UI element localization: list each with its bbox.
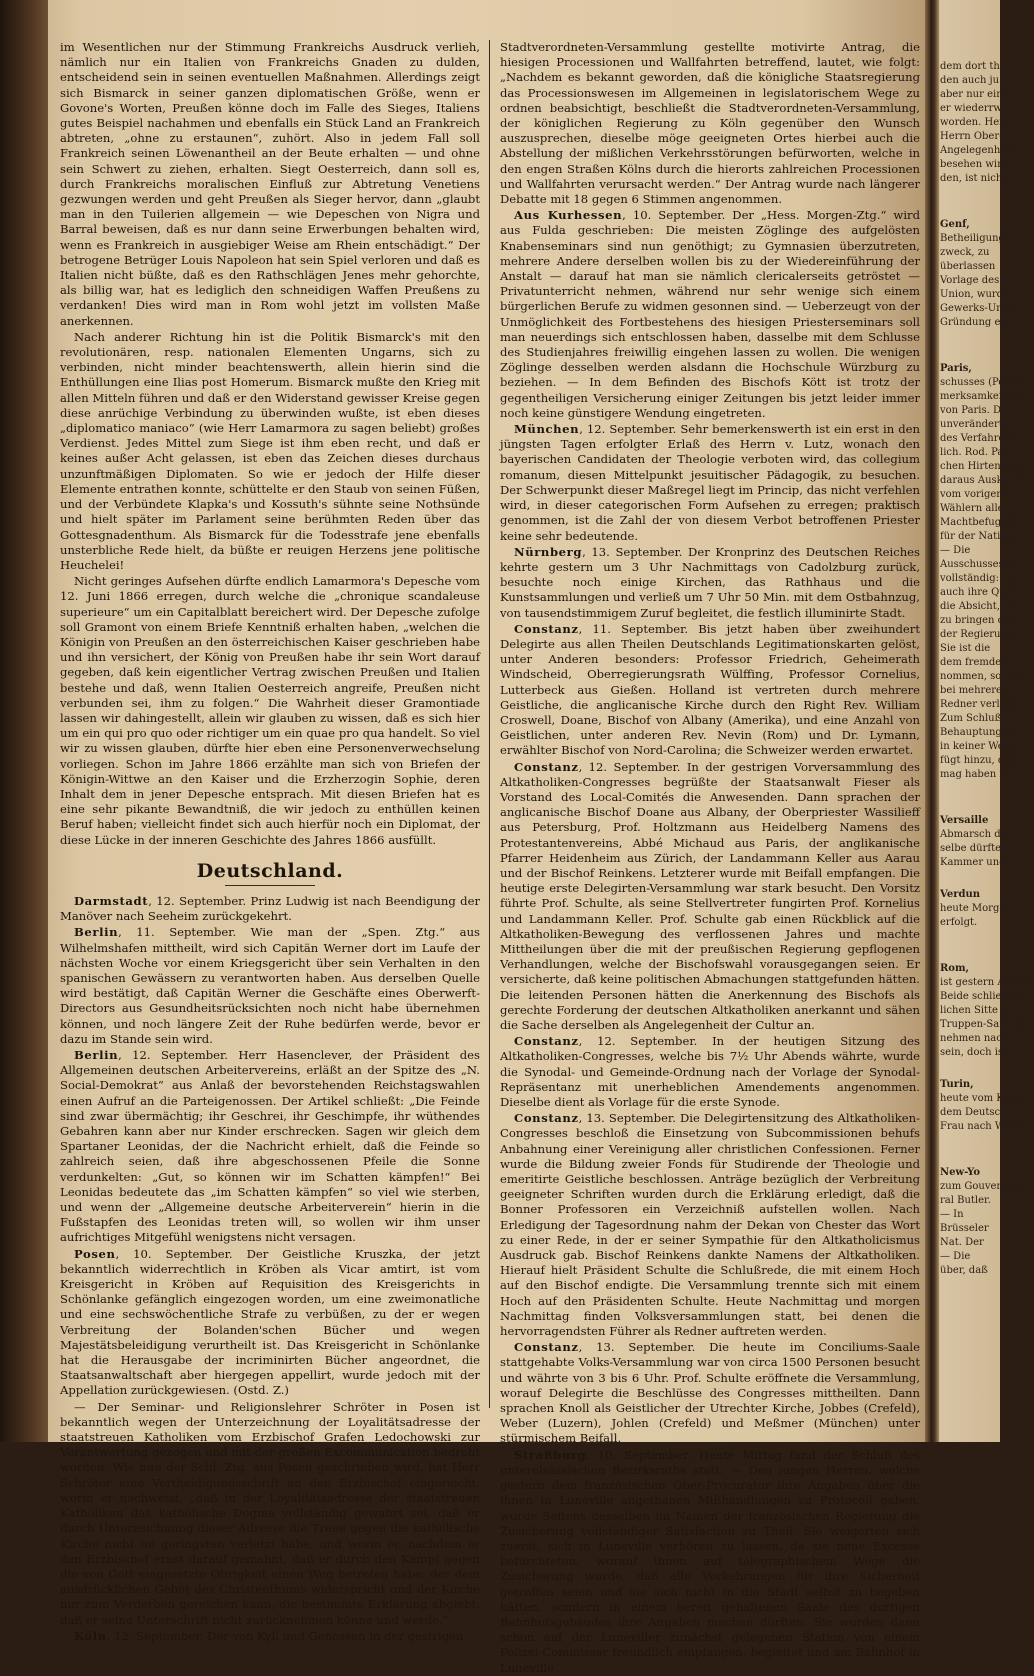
- edge-fragment-line: überlassen: [940, 261, 996, 272]
- adjacent-page-fragments: [940, 60, 1034, 1410]
- edge-fragment-line: Truppen-Sammlun: [940, 1019, 1034, 1030]
- edge-fragment-line: er wiederrw: [940, 103, 1002, 114]
- news-item: [500, 208, 920, 421]
- news-item: [500, 545, 920, 621]
- news-place: Constanz: [514, 1111, 579, 1126]
- edge-fragment-line: in keiner Weise: [940, 741, 1018, 752]
- news-text: , 12. September. In der heutigen Sitzung des Altkatholiken-Congresses, welche bis 7½ Uhr Abends währte, wurde die Synodal- und Gemeinde-Ordnung nach der Vorlage der Synodal-Repräsentanz mit unerheblichen Amendements angenommen. Dieselbe dient als Vorlage für die erste Synode.: [500, 1034, 920, 1110]
- section-title: Deutschland.: [196, 859, 344, 882]
- edge-fragment-line: [940, 930, 998, 944]
- edge-fragment-line: Vorlage des: [940, 275, 1000, 286]
- edge-fragment-line: auch ihre Quell: [940, 587, 1019, 598]
- edge-fragment-line: worden. Herr: [940, 117, 1009, 128]
- book-binding-edge: [0, 0, 48, 1442]
- news-text: , 10. September. Der „Hess. Morgen-Ztg.“ wird aus Fulda geschrieben: Die meisten Zöglinge des aufgelösten Knabenseminars sind nun genöthigt; zu Gymnasien überzutreten, mehrere Andere derselben wollen bis zu der Wiedereinführung der Anstalt — darauf hat man sie nämlich clericalerseits getröstet — Privatunterricht nehmen, während nur sehr wenige sich einem bürgerlichen Berufe zu widmen gesonnen sind. — Ueberzeugt von der Unmöglichkeit des Fortbestehens des hiesigen Priesterseminars soll man neuerdings sich entschlossen haben, dasselbe mit dem Schlusse des Studienjahres freiwillig eingehen lassen zu wollen. Die wenigen Zöglinge desselben werden alsdann die Hochschule Würzburg zu beziehen. — In dem Befinden des Bischofs Kött ist trotz der gegentheiligen Versicherung einiger Zeitungen bis jetzt leider immer noch keine günstigere Wendung eingetreten.: [500, 208, 920, 420]
- edge-fragment-line: Behauptungen: [940, 727, 1015, 738]
- edge-fragment-line: Sie ist die: [940, 643, 991, 654]
- news-item: [500, 622, 920, 759]
- edge-fragment-line: den, ist nicht: [940, 173, 1007, 184]
- column-divider: [489, 40, 490, 1408]
- edge-fragment-line: über, daß: [940, 1265, 988, 1276]
- news-place: Constanz: [514, 621, 579, 636]
- edge-fragment-line: Turin,: [940, 1079, 974, 1090]
- news-item: [500, 1034, 920, 1110]
- edge-fragment-line: Beide schließen: [940, 991, 1021, 1002]
- news-text: , 12. September. Der von Kyll und Genossen in der gestrigen: [106, 1628, 464, 1643]
- news-text: , 12. September. Sehr bemerkenswerth ist ein erst in den jüngsten Tagen erfolgter Erlaß des Herrn v. Lutz, wonach den bayerischen Candidaten der Theologie verboten wird, das collegium romanum, diesen Mittelpunkt jesuitischer Pädagogik, zu besuchen. Der Schwerpunkt dieser Maßregel liegt im Princip, das nicht verfehlen wird, in dieser categorischen Form Aufsehen zu erregen; praktisch genommen, ist die Zahl der von diesem Verbot betroffenen Priester keine sehr bedeutende.: [500, 422, 920, 543]
- edge-fragment-line: selbe dürfte: [940, 843, 1002, 854]
- news-text: , 13. September. Der Kronprinz des Deutschen Reiches kehrte gestern um 3 Uhr Nachmittags von Cadolzburg zurück, besuchte noch einige Kirchen, das Rathhaus und die Kunstsammlungen und verließ um 7 Uhr 50 Min. mit dem Ostbahnzug, von tausendstimmigem Zuruf begleitet, die festlich illuminirte Stadt.: [500, 544, 920, 620]
- news-text: , 12. September. In der gestrigen Vorversammlung des Altkatholiken-Congresses begrüßte der Staatsanwalt Fieser als Vorstand des Local-Comités die Anwesenden. Dann sprachen der anglicanische Bischof Doane aus Albany, der Oberpriester Wassilieff aus Petersburg, Prof. Holtzmann aus Heidelberg Namens des Protestantenvereins, Abbé Michaud aus Paris, der anglikanische Pfarrer Heidenheim aus Zürich, der Landammann Keller aus Aarau und der Bischof Reinkens. Letzterer wurde mit Beifall empfangen. Die heutige erste Delegirten-Versammlung war stark besucht. Den Vorsitz führte Prof. Schulte, als seine Stellvertreter fungirten Prof. Kornelius und Landammann Keller. Prof. Schulte gab einen Rückblick auf die Altkatholiken-Bewegung des verflossenen Jahres und machte Mittheilungen über die mit der preußischen Regierung gepflogenen Verhandlungen, welche der Bischofswahl vorausgegangen seien. Er versicherte, daß keine politischen Abmachungen stattgefunden hätten. Die leitenden Personen hätten die Anerkennung des Bischofs als gerechte Forderung der deutschen Altkatholiken anerkannt und sähen die Sache derselben als Angelegenheit der Cultur an.: [500, 759, 920, 1032]
- edge-fragment-line: den auch ju: [940, 75, 1000, 86]
- edge-fragment-line: Union, wurde: [940, 289, 1009, 300]
- edge-fragment-line: von Paris. D: [940, 405, 1002, 416]
- edge-fragment-line: dem Deutschen: [940, 1107, 1019, 1118]
- edge-fragment-line: zum Gouverneur: [940, 1181, 1025, 1192]
- news-text: , 10. September. Der Geistliche Kruszka, der jetzt bekanntlich widerrechtlich in Kröben als Vicar amtirt, ist vom Kreisgericht in Kröben auf Requisition des Kreisgerichts in Schönlanke gefänglich eingezogen worden, um eine zweimonatliche und eine sechswöchentliche Strafe zu verbüßen, zu der er wegen Verbreitung der Bolanden'schen Bücher und wegen Majestätsbeleidigung verurtheilt ist. Das Kreisgericht in Schönlanke hat die Herausgabe der incriminirten Bücher angeordnet, die Staatsanwaltschaft aber hiergegen appellirt, wurde jedoch mit der Appellation zurückgewiesen. (Ostd. Z.): [60, 1246, 480, 1398]
- news-text: , 12. September. Herr Hasenclever, der Präsident des Allgemeinen deutschen Arbeitervereins, erläßt an der Spitze des „N. Social-Demokrat“ aus Anlaß der bevorstehenden Reichstagswahlen einen Aufruf an die Parteigenossen. Der Artikel schließt: „Die Feinde sind zwar übermächtig; ihr Geschrei, ihr Geschimpfe, ihr wüthendes Gebahren kann aber nur Kinder erschrecken. Sagen wir gleich dem Spartaner Leonidas, der die Nachricht erhielt, daß die Feinde so zahlreich seien, daß ihre abgeschossenen Pfeile die Sonne verdunkelten: „Gut, so können wir im Schatten kämpfen!“ Bei Leonidas bedeutete das „im Schatten kämpfen“ so viel wie sterben, und wenn der „Allgemeine deutsche Arbeiterverein“ hierin in die Fußstapfen des Leonidas treten will, so wollen wir ihm unser aufrichtiges Mitgefühl wenigstens nicht versagen.: [60, 1048, 480, 1245]
- news-text: , 13. September. Die heute im Conciliums-Saale stattgehabte Volks-Versammlung war von circa 1500 Personen besucht und währte von 3 bis 6 Uhr. Prof. Schulte eröffnete die Versammlung, worauf Delegirte die Beschlüsse des Congresses mittheilten. Dann sprachen Knoll als Geistlicher der Utrechter Kirche, Jobbes (Crefeld), Weber (Luzern), Johlen (Crefeld) und Meßmer (München) unter stürmischem Beifall.: [500, 1340, 920, 1446]
- page-gutter: [925, 0, 939, 1442]
- article-paragraph: Nach anderer Richtung hin ist die Politik Bismarck's mit den revolutionären, resp. nationalen Elementen Ungarns, sich zu verbinden, nicht minder beachtenswerth, allein hierin sind die Enthüllungen eine Ilias post Homerum. Bismarck mußte den Krieg mit allen Mitteln führen und daß er den Widerstand gewisser Kreise gegen diese anrüchige Verbindung zu überwinden wußte, ist eben dieses „diplomatico maniaco“ (wie Herr Lamarmora zu sagen beliebt) großes Verdienst. Jedes Mittel zum Siege ist ihm eben recht, und daß er keines außer Acht gelassen, ist eben das Zeichen dieses durchaus unzunftmäßigen Diplomaten. So wie er jedoch der Hilfe dieser Elemente entrathen konnte, schüttelte er den Staub von seinen Füßen, und der Verbündete Klapka's und Kossuth's sühnte seine Nothsünde und hielt später im Parlament seine berühmten Reden über das Gottesgnadenthum. Als Bismarck für die Todesstrafe jene ebenfalls unsterbliche Rede hielt, da büßte er reuigen Herzens jene politische Heuchelei!: [60, 329, 480, 572]
- edge-fragment-line: aber nur eine: [940, 89, 1009, 100]
- news-place: Berlin: [74, 1048, 119, 1062]
- news-item: [500, 760, 920, 1034]
- news-place: Nürnberg: [514, 544, 583, 559]
- edge-fragment-line: erfolgt.: [940, 917, 978, 928]
- edge-fragment-line: ral Butler.: [940, 1195, 991, 1206]
- news-place: Berlin: [74, 925, 119, 940]
- edge-fragment-line: Angelegenheit: [940, 145, 1014, 156]
- edge-fragment-line: — In: [940, 1209, 964, 1220]
- edge-fragment-line: vollständig: Die: [940, 573, 1020, 584]
- edge-fragment-line: Herrn Ober-: [940, 131, 1003, 142]
- edge-fragment-line: Zum Schluß: [940, 713, 1002, 724]
- article-paragraph: Nicht geringes Aufsehen dürfte endlich Lamarmora's Depesche vom 12. Juni 1866 erregen, durch welche die „chronique scandaleuse superieure“ um ein Capitalblatt bereichert wird. Der Depesche zufolge soll Gramont von einem Briefe Kenntniß erhalten haben, „welchen die Königin von Preußen an den österreichischen Kaiser geschrieben habe und ihn versichert, der König von Preußen habe ihr sein Wort darauf gegeben, daß kein eigentlicher Vertrag zwischen Preußen und Italien bestehe und daß, wenn Italien Oesterreich angreife, Preußen nicht verbunden sei, ihm zu folgen.“ Die Wahrheit dieser Gramontiade lassen wir dahingestellt, allein wir glauben zu wissen, daß es sich hier um ein qui pro quo oder richtiger um ein quae pro qua handelt. So viel wir zu wissen glauben, dürfte hier eben eine Personenverwechselung vorliegen. Schon im Jahre 1866 erzählte man sich von Briefen der Königin-Wittwe an den Kaiser und die Erzherzogin Sophie, deren Inhalt dem in jener Depesche entsprach. Mit diesen Briefen hat es eine sehr pikante Bewandtniß, die wir jedoch zu enthüllen keinen Beruf haben; vielleicht findet sich auch hierfür noch ein Diplomat, der diese Lücke in der inneren Geschichte des Jahres 1866 ausfüllt.: [60, 574, 480, 847]
- news-text: , 10. September. Heute Mittag fand der Schluß des unterelsässischen Bezirksraths statt. — Den jungen Herren, welche gestern dem französischen Ober-Procurator ihre Angaben über die ihnen in Luneville angethanen Mißhandlungen zu Protocoll gaben, wurde Seitens desselben im Namen der französischen Regierung die Zusicherung vollständiger Satisfaction zu Theil. Sie weigerten sich zuerst, sich in Luneville verhören zu lassen, da sie neue Excesse befürchteten, worauf ihnen auf telegraphischem Wege die Zusicherung wurde, daß alle Vorkehrungen für ihre Sicherheit getroffen seien und sie sich nicht in die Stadt selbst zu begeben hätten, sondern in einem bereit gehaltenen Saale des dortigen Bahnhofsgebäudes ihre Angaben machen dürften. Sie wurden dann schon auf der Luneviller zunächst gelegenen Station von einem Polizei-Commissar freundlich empfangen, begleitet und am Bahnhof in Luneville: [500, 1447, 920, 1675]
- news-item: [60, 1048, 480, 1246]
- news-text: , 11. September. Wie man der „Spen. Ztg.“ aus Wilhelmshafen mittheilt, wird sich Capitän Werner dort im Laufe der nächsten Woche vor einem Kriegsgericht über sein Verhalten in den spanischen Gewässern zu verantworten haben. Aus derselben Quelle wird bestätigt, daß Capitän Werner die Geschäfte eines Oberwerft-Directors aus Gesundheitsrücksichten noch nicht habe übernehmen können, und noch längere Zeit der Ruhe bedürfen werde, bevor er dazu im Stande sein wird.: [60, 925, 480, 1046]
- edge-fragment-line: Machtbefugniß: [940, 517, 1018, 528]
- edge-fragment-line: vom vorigem: [940, 489, 1006, 500]
- edge-fragment-line: [940, 330, 998, 344]
- edge-fragment-line: unveränderte: [940, 419, 1009, 430]
- edge-fragment-line: [940, 186, 998, 200]
- edge-fragment-line: heute vom König: [940, 1093, 1026, 1104]
- edge-fragment-line: ist gestern Abend: [940, 977, 1030, 988]
- edge-fragment-line: Versaille: [940, 815, 989, 826]
- edge-fragment-line: zweck, zu: [940, 247, 990, 258]
- edge-fragment-line: fügt hinzu, daß: [940, 755, 1017, 766]
- news-place: München: [514, 422, 580, 437]
- edge-fragment-line: nommen, so wie: [940, 671, 1023, 682]
- news-place: Straßburg: [514, 1447, 587, 1462]
- newspaper-page: [60, 40, 920, 1675]
- edge-fragment-line: [940, 1134, 998, 1148]
- news-item: [60, 1629, 480, 1644]
- news-text: , 13. September. Die Delegirtensitzung des Altkatholiken-Congresses beschloß die Einsetzung von Subcommissionen behufs Anbahnung einer Vereinigung aller christlichen Confessionen. Ferner wurde die Bildung zweier Fonds für Studirende der Theologie und emeritirte Geistliche beschlossen. Anträge bezüglich der Verbreitung geeigneter Schriften wurden durch die Erklärung erledigt, daß die Bonner Professoren ein Verzeichniß aufstellen wollen. Nach Erledigung der Tagesordnung nahm der Dekan von Chester das Wort zu einer Rede, in der er seiner Sympathie für den Altkatholicismus Ausdruck gab. Bischof Reinkens dankte Namens der Altkatholiken. Hierauf hielt Präsident Schulte die Schlußrede, die mit einem Hoch auf den Bischof endigte. Die Versammlung trennte sich mit einem Hoch auf den Präsidenten Schulte. Heute Nachmittag und morgen Nachmittag finden Volksversammlungen statt, bei denen die hervorragendsten Führer als Redner auftreten werden.: [500, 1111, 920, 1339]
- edge-fragment-line: Redner verlesen: [940, 699, 1024, 710]
- news-item: [60, 1400, 480, 1628]
- news-item: [60, 925, 480, 1047]
- edge-fragment-line: zu bringen ober: [940, 615, 1021, 626]
- edge-fragment-line: für der Nationa: [940, 531, 1019, 542]
- edge-fragment-line: Kammer und: [940, 857, 1006, 868]
- news-place: Aus Kurhessen: [514, 208, 623, 223]
- edge-fragment-line: bei mehreren: [940, 685, 1009, 696]
- edge-fragment-line: nehmen nach,: [940, 1033, 1012, 1044]
- news-item: [500, 40, 920, 207]
- edge-fragment-line: — Die: [940, 1251, 971, 1262]
- edge-fragment-line: sein, doch ist: [940, 1047, 1008, 1058]
- edge-fragment-line: [940, 782, 998, 796]
- news-item: [500, 1340, 920, 1446]
- edge-fragment-line: besehen wird: [940, 159, 1009, 170]
- edge-fragment-line: New-Yo: [940, 1167, 981, 1178]
- edge-fragment-line: Gewerks-Union: [940, 303, 1019, 314]
- edge-fragment-line: Wählern alle: [940, 503, 1004, 514]
- edge-fragment-line: Betheiligung: [940, 233, 1005, 244]
- news-item: [60, 1247, 480, 1399]
- news-place: Constanz: [514, 1034, 579, 1049]
- edge-fragment-line: des Verfahrens: [940, 433, 1017, 444]
- edge-fragment-line: dem fremden: [940, 657, 1008, 668]
- edge-fragment-line: Paris,: [940, 363, 972, 374]
- edge-fragment-line: die Absicht, in: [940, 601, 1013, 612]
- news-place: Darmstadt: [74, 893, 149, 908]
- edge-fragment-line: lich. Rod. Par: [940, 447, 1009, 458]
- edge-fragment-line: Frau nach Wien: [940, 1121, 1021, 1132]
- news-text: , 12. September. Prinz Ludwig ist nach Beendigung der Manöver nach Seeheim zurückgekehrt.: [60, 893, 480, 924]
- right-column: [500, 40, 920, 1675]
- edge-fragment-line: Verdun: [940, 889, 981, 900]
- news-item: [500, 422, 920, 544]
- news-item: [60, 894, 480, 924]
- edge-fragment-line: chen Hirtenbrie: [940, 461, 1021, 472]
- edge-fragment-line: dem dort th: [940, 61, 1000, 72]
- edge-fragment-line: Rom,: [940, 963, 970, 974]
- news-item: [500, 1111, 920, 1339]
- edge-fragment-line: merksamkeit des: [940, 391, 1027, 402]
- edge-fragment-line: Nat. Der: [940, 1237, 984, 1248]
- edge-fragment-line: lichen Sitte an: [940, 1005, 1014, 1016]
- edge-fragment-line: Abmarsch der: [940, 829, 1012, 840]
- edge-fragment-line: heute Morgen: [940, 903, 1012, 914]
- news-text: — Der Seminar- und Religionslehrer Schröter in Posen ist bekanntlich wegen der Unterzeichnung der Loyalitätsadresse der staatstreuen Katholiken vom Erzbischof Grafen Ledochowski zur Verantwortung gezogen und mit der großen Excommunication bedroht worden. Wie nun der Schl. Ztg. aus Posen geschrieben wird, hat Herr Schröter eine Vertheidigungsschrift an den Erzbischof eingereicht, worin er nachweist, „daß in der Loyalitätsadresse der staatstreuen Katholiken das katholische Dogma vollständig gewahrt sei, daß er durch Unterzeichnung dieser Adresse die Treue gegen die katholische Kirche nicht im geringsten verletzt habe, und worin er, nachdem er den Erzbischof ernst darauf gemahnt, daß er durch den Kampf gegen die von Gott eingesetzte Obrigkeit einen Weg betreten habe, der dem ausdrücklichen Gebot des Christenthums widerspricht und der Kirche nur zum Verderben gereichen kann, die bestimmte Erklärung abgiebt, daß er seine Unterschrift nicht zurücknehmen könne und werde.“: [60, 1399, 480, 1627]
- edge-fragment-line: Genf,: [940, 219, 970, 230]
- edge-fragment-line: Gründung ein: [940, 317, 1011, 328]
- news-place: Constanz: [514, 1340, 579, 1355]
- edge-fragment-line: mag haben in d: [940, 769, 1019, 780]
- edge-fragment-line: der Regierung: [940, 629, 1014, 640]
- news-place: Köln: [74, 1628, 107, 1643]
- news-place: Constanz: [514, 759, 579, 774]
- section-divider: [225, 885, 315, 886]
- edge-fragment-line: — Die: [940, 545, 971, 556]
- edge-fragment-line: Brüsseler: [940, 1223, 989, 1234]
- news-text: Stadtverordneten-Versammlung gestellte motivirte Antrag, die hiesigen Processionen und Wallfahrten betreffend, lautet, wie folgt: „Nachdem es bekannt geworden, daß die königliche Staatsregierung das Processionswesen im Allgemeinen in legislatorischem Wege zu ordnen beabsichtigt, beschließt die Stadtverordneten-Versammlung, der königlichen Regierung zu Köln gegenüber den Wunsch auszusprechen, dieselbe möge geeigneten Ortes hierbei auch die Abstellung der mißlichen Verkehrsstörungen befürworten, welche in den engen Straßen Kölns durch die hierorts zahlreichen Processionen und Wallfahrten verursacht werden.“ Der Antrag wurde nach längerer Debatte mit 18 gegen 6 Stimmen angenommen.: [500, 40, 920, 207]
- edge-fragment-line: Ausschusses in: [940, 559, 1017, 570]
- edge-fragment-line: schusses (Perma: [940, 377, 1025, 388]
- news-item: [500, 1448, 920, 1676]
- left-column: [60, 40, 480, 1643]
- edge-fragment-line: daraus Auskunft: [940, 475, 1024, 486]
- news-text: , 11. September. Bis jetzt haben über zweihundert Delegirte aus allen Theilen Deutschlands Legitimationskarten gelöst, unter Anderen besonders: Professor Friedrich, Geheimerath Windscheid, Oberregierungsrath Wülffing, Professor Cornelius, Lutterbeck aus Gießen. Holland ist vertreten durch mehrere Geistliche, die anglicanische Kirche durch den Right Rev. William Croswell, Doane, Bischof von Albany (Amerika), und eine Anzahl von Geistlichen, unter anderen Rev. Nevin (Rom) und Dr. Lymann, erwählter Bischof von Nord-Carolina; die Schweizer werden erwartet.: [500, 621, 920, 758]
- news-place: Posen: [74, 1246, 116, 1261]
- article-paragraph: im Wesentlichen nur der Stimmung Frankreichs Ausdruck verlieh, nämlich nur ein Italien von Frankreichs Gnaden zu dulden, entscheidend sein in seinen eventuellen Maßnahmen. Allerdings zeigt sich Bismarck in seiner ganzen diplomatischen Größe, wenn er Govone's Worten, Preußen könne doch im Falle des Sieges, Italiens gutes Beispiel nachahmen und ebenfalls ein Stück Land an Frankreich abtreten, „ohne zu erstaunen“, zuhört. Also in jedem Fall soll Frankreich seinen Löwenantheil an der Beute erhalten — und ohne sein Schwert zu ziehen, erhalten. Siegt Oesterreich, dann soll es, durch Frankreichs moralischen Einfluß zur Abtretung Venetiens gezwungen werden und geht Preußen als Sieger hervor, dann „glaubt man in den Tuilerien allgemein — wie Depeschen von Nigra und Barral beweisen, daß es nur dann seine Erwerbungen behalten wird, wenn es Frankreich in ausgiebiger Weise am Rhein entschädigt.“ Der betrogene Betrüger Louis Napoleon hat sein Spiel verloren und daß es Italien nicht büßte, daß es den Rathschlägen Jenes mehr gehorchte, als billig war, hat es lediglich den schneidigen Waffen Preußens zu verdanken! Dies wird man in Rom wohl jetzt im vollsten Maße anerkennen.: [60, 40, 480, 328]
